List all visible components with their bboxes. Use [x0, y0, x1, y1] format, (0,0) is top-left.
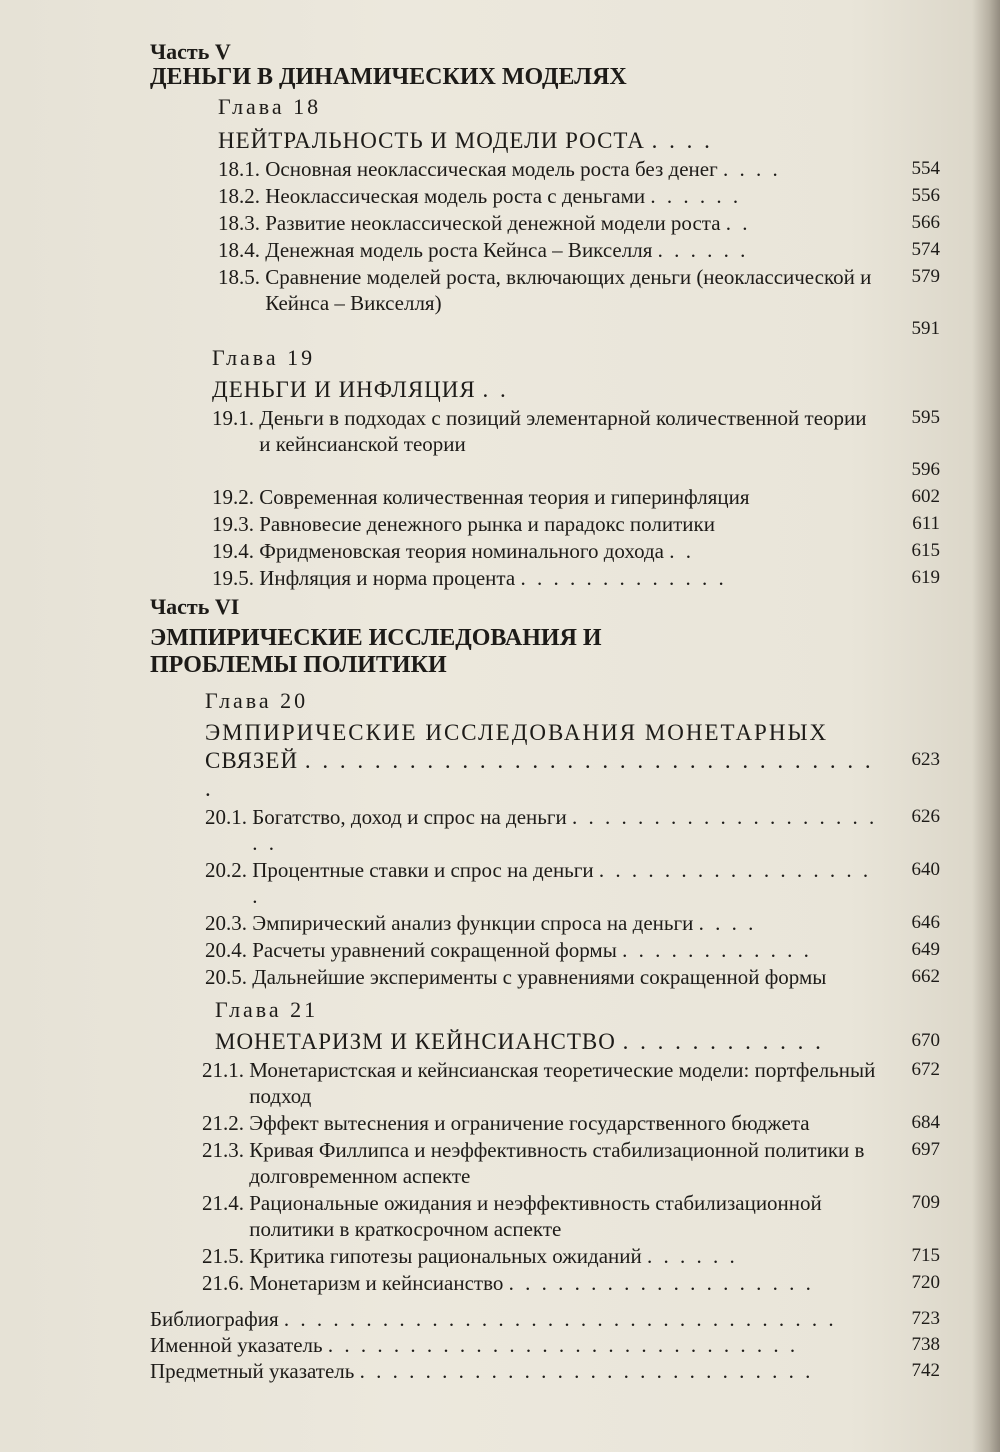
part-title: ДЕНЬГИ В ДИНАМИЧЕСКИХ МОДЕЛЯХ — [150, 64, 627, 90]
section-number: 21.4. — [202, 1191, 244, 1215]
page-number: 709 — [911, 1192, 940, 1213]
section-row — [202, 1243, 940, 1269]
section-list — [218, 156, 940, 342]
chapter-block — [205, 687, 940, 803]
chapter-label: Глава 21 — [215, 997, 319, 1022]
chapter-title-row — [212, 376, 940, 404]
page-number: 602 — [911, 486, 940, 507]
section-title: Дальнейшие эксперименты с уравнениями сокращенной формы — [252, 965, 827, 989]
chapter-title: НЕЙТРАЛЬНОСТЬ И МОДЕЛИ РОСТА . . . . — [218, 128, 713, 153]
chapter-title: ДЕНЬГИ И ИНФЛЯЦИЯ . . — [212, 377, 509, 402]
section-row — [218, 183, 940, 209]
page-number: 742 — [911, 1360, 940, 1381]
section-title: Современная количественная теория и гиперинфляция — [259, 485, 750, 509]
section-title: Критика гипотезы рациональных ожиданий . . . . . . — [249, 1244, 738, 1268]
section-title: Основная неоклассическая модель роста без денег . . . . — [265, 157, 781, 181]
back-matter-title: Именной указатель . . . . . . . . . . . . . . . . . . . . . . . . . . . . . — [150, 1333, 799, 1357]
page-number: 662 — [911, 966, 940, 987]
section-title: Монетаристская и кейнсианская теоретические модели: портфельный подход — [249, 1058, 876, 1108]
section-row — [202, 1270, 940, 1296]
section-row — [205, 937, 940, 963]
part-label: Часть V — [150, 39, 231, 64]
page-number: 697 — [911, 1139, 940, 1160]
back-matter-title: Библиография . . . . . . . . . . . . . . . . . . . . . . . . . . . . . . . . . . — [150, 1307, 837, 1331]
section-number: 18.3. — [218, 211, 260, 235]
page-number: 649 — [911, 939, 940, 960]
page-number: 595 — [911, 407, 940, 428]
chapter-label: Глава 19 — [212, 345, 316, 370]
section-number: 19.4. — [212, 539, 254, 563]
back-matter — [150, 1306, 940, 1384]
section-title: Развитие неоклассической денежной модели роста . . — [265, 211, 751, 235]
page-number: 591 — [911, 318, 940, 339]
section-number: 18.5. — [218, 265, 260, 289]
page-number: 672 — [911, 1059, 940, 1080]
page-number: 684 — [911, 1112, 940, 1133]
page-number: 715 — [911, 1245, 940, 1266]
page-number: 615 — [911, 540, 940, 561]
section-row — [212, 565, 940, 591]
section-number: 21.1. — [202, 1058, 244, 1082]
section-row — [218, 237, 940, 263]
section-number: 20.2. — [205, 858, 247, 882]
section-number: 20.3. — [205, 911, 247, 935]
section-list — [205, 804, 940, 990]
section-row — [218, 264, 940, 316]
section-title: Сравнение моделей роста, включающих деньги (неоклассической и Кейнса – Викселля) — [265, 265, 872, 315]
chapter-title: МОНЕТАРИЗМ И КЕЙНСИАНСТВО . . . . . . . . . . . . — [215, 1029, 824, 1054]
section-title: Эффект вытеснения и ограничение государственного бюджета — [249, 1111, 810, 1135]
chapter-block — [215, 996, 940, 1056]
page-number: 738 — [911, 1334, 940, 1355]
section-title: Фридменовская теория номинального дохода . . — [259, 539, 694, 563]
section-row — [218, 210, 940, 236]
page-number: 720 — [911, 1272, 940, 1293]
section-number: 20.4. — [205, 938, 247, 962]
chapter-title: СВЯЗЕЙ . . . . . . . . . . . . . . . . . . . . . . . . . . . . . . . . . . — [205, 748, 874, 801]
part-title: ЭМПИРИЧЕСКИЕ ИССЛЕДОВАНИЯ И — [150, 625, 602, 651]
chapter-title-row — [215, 1028, 940, 1056]
section-continuation — [218, 316, 940, 342]
section-number: 21.3. — [202, 1138, 244, 1162]
section-row — [212, 405, 940, 457]
section-row — [205, 857, 940, 909]
page-number: 623 — [911, 749, 940, 770]
page-number: 556 — [911, 185, 940, 206]
back-matter-row — [150, 1358, 940, 1384]
page-number: 646 — [911, 912, 940, 933]
page-number: 554 — [911, 158, 940, 179]
section-row — [202, 1110, 940, 1136]
section-number: 21.2. — [202, 1111, 244, 1135]
section-number: 18.4. — [218, 238, 260, 262]
section-title: Эмпирический анализ функции спроса на деньги . . . . — [252, 911, 757, 935]
section-number: 20.1. — [205, 805, 247, 829]
chapter-block — [218, 93, 940, 155]
page-number: 626 — [911, 806, 940, 827]
back-matter-row — [150, 1332, 940, 1358]
section-number: 19.1. — [212, 406, 254, 430]
section-list — [202, 1057, 940, 1296]
part-title: ПРОБЛЕМЫ ПОЛИТИКИ — [150, 652, 447, 678]
section-row — [212, 511, 940, 537]
page-number: 574 — [911, 239, 940, 260]
back-matter-title: Предметный указатель . . . . . . . . . . . . . . . . . . . . . . . . . . . . — [150, 1359, 814, 1383]
section-row — [212, 484, 940, 510]
section-row — [205, 964, 940, 990]
section-number: 19.5. — [212, 566, 254, 590]
page-number: 596 — [911, 459, 940, 480]
page-edge-shadow — [972, 0, 1000, 1452]
section-title: Рациональные ожидания и неэффективность стабилизационной политики в краткосрочном аспекте — [249, 1191, 822, 1241]
section-row — [205, 804, 940, 856]
section-continuation — [212, 457, 940, 483]
back-matter-row — [150, 1306, 940, 1332]
page-number: 619 — [911, 567, 940, 588]
page-number: 640 — [911, 859, 940, 880]
page-number: 611 — [912, 513, 940, 534]
page-number: 579 — [911, 266, 940, 287]
section-title: Инфляция и норма процента . . . . . . . . . . . . . — [259, 566, 727, 590]
section-number: 19.2. — [212, 485, 254, 509]
chapter-title-row — [218, 127, 940, 155]
part-block — [150, 595, 940, 679]
section-row — [218, 156, 940, 182]
chapter-title: ЭМПИРИЧЕСКИЕ ИССЛЕДОВАНИЯ МОНЕТАРНЫХ — [205, 720, 829, 745]
section-title: Богатство, доход и спрос на деньги . . . . . . . . . . . . . . . . . . . . . — [252, 805, 878, 855]
section-row — [205, 910, 940, 936]
section-row — [202, 1057, 940, 1109]
section-row — [212, 538, 940, 564]
section-number: 19.3. — [212, 512, 254, 536]
page-number: 723 — [911, 1308, 940, 1329]
section-title: Равновесие денежного рынка и парадокс политики — [259, 512, 715, 536]
section-title: Неоклассическая модель роста с деньгами . . . . . . — [265, 184, 742, 208]
page-number: 670 — [911, 1030, 940, 1051]
chapter-label: Глава 18 — [218, 94, 322, 119]
part-label: Часть VI — [150, 594, 240, 619]
section-title: Монетаризм и кейнсианство . . . . . . . . . . . . . . . . . . . — [249, 1271, 814, 1295]
page-number: 566 — [911, 212, 940, 233]
section-row — [202, 1137, 940, 1189]
section-number: 18.1. — [218, 157, 260, 181]
section-title: Кривая Филлипса и неэффективность стабилизационной политики в долговременном аспекте — [249, 1138, 865, 1188]
section-number: 18.2. — [218, 184, 260, 208]
section-number: 21.5. — [202, 1244, 244, 1268]
section-title: Деньги в подходах с позиций элементарной количественной теории и кейнсианской теории — [259, 406, 867, 456]
chapter-title-row — [205, 747, 940, 803]
chapter-label: Глава 20 — [205, 688, 309, 713]
section-number: 20.5. — [205, 965, 247, 989]
section-row — [202, 1190, 940, 1242]
section-list — [212, 405, 940, 591]
section-title: Расчеты уравнений сокращенной формы . . . . . . . . . . . . — [252, 938, 812, 962]
table-of-contents — [150, 40, 940, 1384]
section-title: Процентные ставки и спрос на деньги . . . . . . . . . . . . . . . . . . — [252, 858, 872, 908]
chapter-block — [212, 344, 940, 404]
section-number: 21.6. — [202, 1271, 244, 1295]
section-title: Денежная модель роста Кейнса – Викселля . . . . . . — [265, 238, 749, 262]
